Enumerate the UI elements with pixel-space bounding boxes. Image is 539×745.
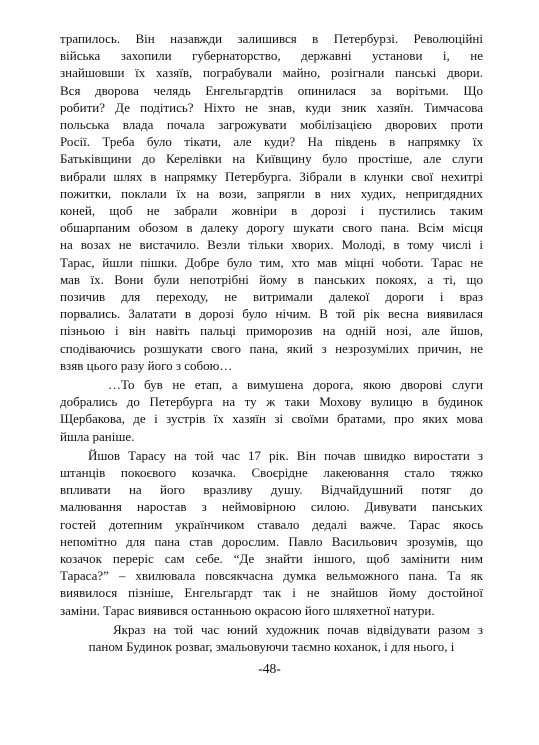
paragraph-3-line-1: Йшов Тарасу на той час 17 рік. Він почав швидко виростати з [88, 447, 483, 463]
paragraph-1-line-14: Тарас, йшли пішки. Добре було тим, хто мав міцні чоботи. Тарас не [60, 254, 483, 270]
paragraph-1-line-8: Батьківщини до Керелівки на Київщину було простіше, але слуги [60, 151, 483, 167]
paragraph-1-line-4: Вся дворова челядь Енгельгардтів опинилася за ворітьми. Що [60, 82, 483, 98]
paragraph-1-line-6: польська влада почала загрожувати мобілізацією дворових проти [60, 117, 483, 132]
paragraph-3-line-4: малювання наростав з неймовірною силою. Дивувати панських [60, 499, 483, 515]
paragraph-1-line-17: порвались. Залатати в дорозі було нічим. В той рік весна виявилася [60, 306, 483, 322]
paragraph-1-line-3: знайшовши їх хазяїв, пограбували майно, розігнали панські двори. [60, 65, 483, 81]
paragraph-1-line-15: мав їх. Вони були непотрібні йому в панських покоях, а ті, що [60, 271, 483, 287]
paragraph-3-line-9: виявилося пізніше, Енгельгардт так і не знайшов йому достойної [60, 585, 483, 601]
paragraph-1-line-12: обшарпаним обозом в далеку дорогу шукати свого пана. Всім місця [60, 220, 483, 236]
paragraph-2-line-4: йшла раніше. [60, 428, 135, 444]
paragraph-4-line-1: Якраз на той час юний художник почав відвідувати разом з [113, 621, 483, 637]
paragraph-1-line-7: Росії. Треба було тікати, але куди? На південь в напрямку їх [60, 134, 483, 150]
paragraph-1-line-1: трапилось. Він назавжди залишився в Петербурзі. Революційні [60, 31, 483, 46]
page-number: -48- [258, 661, 281, 677]
paragraph-1-line-16: позичив для переходу, не витримали далекої дороги і враз [60, 289, 483, 304]
paragraph-3-line-2: штанців покоєвого козачка. Своєрідне лакеювання стало тяжко [60, 465, 483, 480]
paragraph-3-line-6: непомітно для пана став дорослим. Павло Васильович зрозумів, що [60, 533, 483, 549]
paragraph-3-line-3: впливати на його вразливу душу. Відчайдушний потяг до [60, 482, 483, 498]
paragraph-1-line-10: пожитки, поклали їх на вози, запрягли в них худих, непригдядних [60, 185, 483, 201]
paragraph-4-line-2: паном Будинок розваг, змальовуючи таємно коханок, і для нього, і [88, 639, 455, 654]
paragraph-2-line-1: …То був не етап, а вимушена дорога, якою дворові слуги [108, 377, 483, 392]
paragraph-3-line-10: заміни. Тарас виявився останньою окрасою його шляхетної натури. [60, 602, 435, 618]
paragraph-1-line-2: війська захопили губернаторство, державні установи і, не [60, 48, 483, 64]
paragraph-1-line-13: на возах не вистачило. Везли тільки хворих. Молоді, в тому числі і [60, 237, 483, 253]
paragraph-2-line-3: Щербакова, де і зустрів їх хазяїн зі своїми братами, про яких мова [60, 411, 483, 427]
paragraph-1-line-9: вибрали шлях в напрямку Петербурга. Зібрали в клунки свої нехитрі [60, 168, 483, 184]
paragraph-1-line-19: сподіваючись розшукати свого пана, який з незрозумілих причин, не [60, 340, 483, 356]
paragraph-3-line-7: козачок переріс сам себе. “Де знайти іншого, щоб замінити ним [60, 551, 483, 566]
paragraph-1-line-11: коней, щоб не забрали жовніри в дорозі і пустились таким [60, 203, 483, 218]
paragraph-1-line-5: робити? Де подітись? Ніхто не знав, куди зник хазяїн. Тимчасова [60, 99, 483, 115]
paragraph-1-line-20: взяв цього разу його з собою… [60, 357, 233, 373]
paragraph-2-line-2: добрались до Петербурга на ту ж таки Мохову вулицю в будинок [60, 394, 483, 410]
paragraph-3-line-8: Тараса?” – хвилювала повсякчасна думка вельможного пана. Та як [60, 568, 483, 584]
paragraph-3-line-5: гостей дотепним українчиком ставало дедалі важче. Тарас якось [60, 516, 483, 532]
paragraph-1-line-18: пізньою і він навіть пальці приморозив на одній нозі, але йшов, [60, 323, 483, 339]
